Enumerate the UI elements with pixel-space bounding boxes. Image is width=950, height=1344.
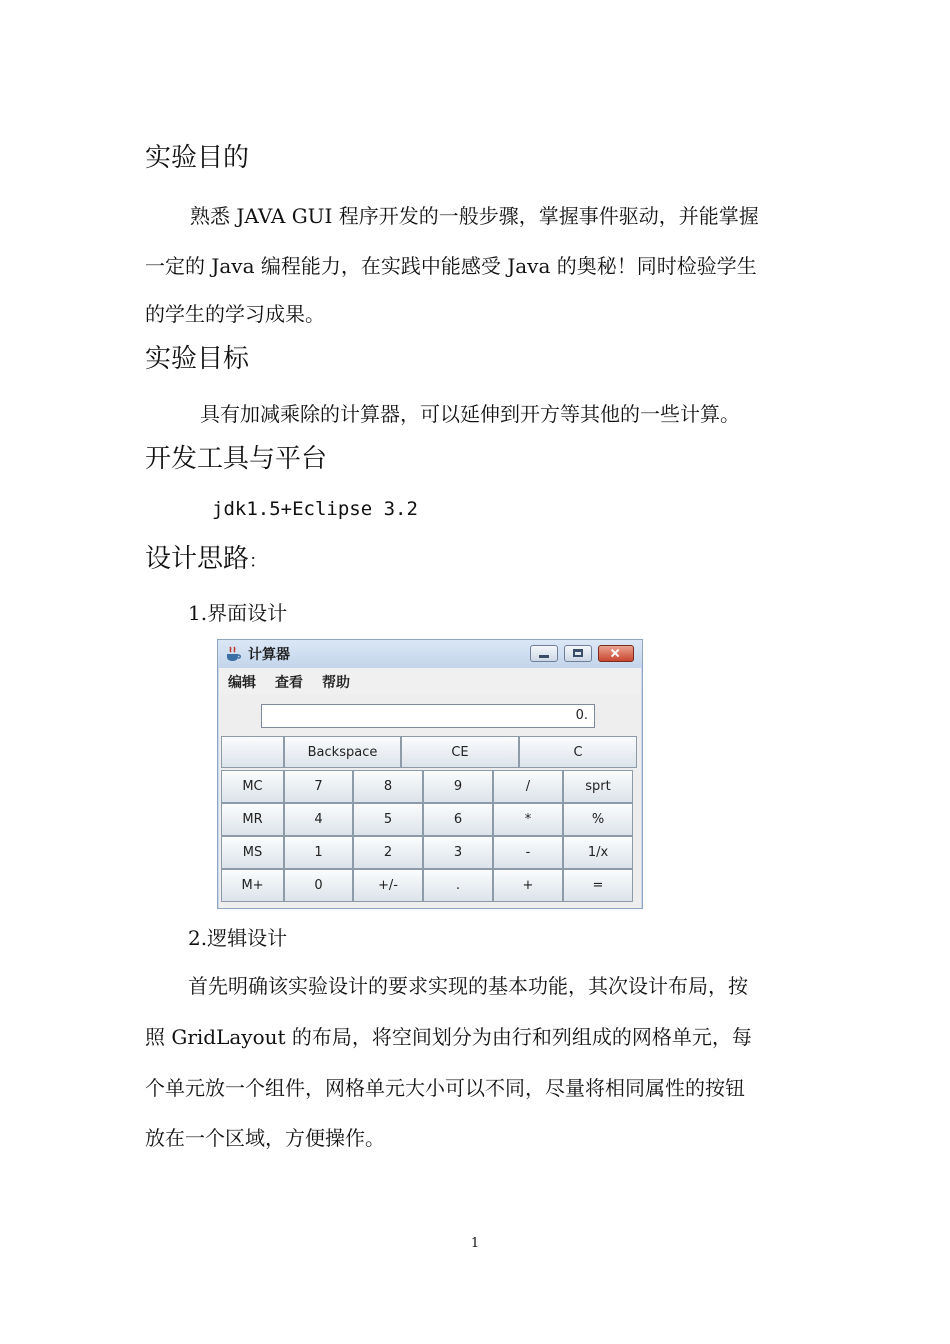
heading-design-colon: ： (249, 551, 268, 572)
two-button[interactable]: 2 (353, 836, 423, 869)
eight-button[interactable]: 8 (353, 770, 423, 803)
window-title: 计算器 (248, 647, 290, 663)
calculator-window (217, 639, 643, 909)
minimize-icon[interactable] (530, 645, 558, 662)
page-number: 1 (470, 1236, 480, 1251)
title-bar (218, 640, 642, 668)
heading-design-label: 设计思路 (145, 544, 250, 574)
heading-goal: 实验目标 (145, 344, 250, 374)
four-button[interactable]: 4 (284, 803, 353, 836)
menu-view[interactable]: 查看 (275, 675, 303, 691)
reciprocal-button[interactable]: 1/x (563, 836, 633, 869)
c-button[interactable]: C (519, 736, 637, 768)
sign-button[interactable]: +/- (353, 869, 423, 902)
ce-button[interactable]: CE (401, 736, 519, 768)
menu-help[interactable]: 帮助 (322, 675, 350, 691)
calculator-body (219, 694, 641, 908)
decimal-button[interactable]: . (423, 869, 493, 902)
three-button[interactable]: 3 (423, 836, 493, 869)
m-plus-button[interactable]: M+ (221, 869, 284, 902)
heading-purpose: 实验目的 (145, 143, 250, 173)
backspace-button[interactable]: Backspace (284, 736, 401, 768)
sqrt-button[interactable]: sprt (563, 770, 633, 803)
equals-button[interactable]: = (563, 869, 633, 902)
java-cup-icon (224, 645, 242, 663)
seven-button[interactable]: 7 (284, 770, 353, 803)
logic-line-4: 放在一个区域，方便操作。 (145, 1126, 385, 1150)
five-button[interactable]: 5 (353, 803, 423, 836)
close-icon[interactable] (598, 645, 634, 662)
nine-button[interactable]: 9 (423, 770, 493, 803)
divide-button[interactable]: / (493, 770, 563, 803)
menu-bar (219, 668, 641, 694)
six-button[interactable]: 6 (423, 803, 493, 836)
purpose-line-1: 熟悉 JAVA GUI 程序开发的一般步骤，掌握事件驱动，并能掌握 (190, 204, 759, 228)
purpose-line-3: 的学生的学习成果。 (145, 302, 325, 326)
ui-design-label: 1.界面设计 (188, 601, 288, 625)
heading-design (145, 538, 267, 575)
ms-button[interactable]: MS (221, 836, 284, 869)
logic-line-3: 个单元放一个组件，网格单元大小可以不同，尽量将相同属性的按钮 (145, 1076, 745, 1100)
plus-button[interactable]: + (493, 869, 563, 902)
goal-text: 具有加减乘除的计算器，可以延伸到开方等其他的一些计算。 (200, 402, 740, 426)
mr-button[interactable]: MR (221, 803, 284, 836)
menu-edit[interactable]: 编辑 (228, 675, 256, 691)
maximize-icon[interactable] (564, 645, 592, 662)
one-button[interactable]: 1 (284, 836, 353, 869)
percent-button[interactable]: % (563, 803, 633, 836)
multiply-button[interactable]: * (493, 803, 563, 836)
purpose-line-2: 一定的 Java 编程能力，在实践中能感受 Java 的奥秘！同时检验学生 (145, 254, 757, 278)
logic-line-2: 照 GridLayout 的布局，将空间划分为由行和列组成的网格单元，每 (145, 1025, 752, 1049)
zero-button[interactable]: 0 (284, 869, 353, 902)
logic-line-1: 首先明确该实验设计的要求实现的基本功能，其次设计布局，按 (188, 974, 748, 998)
logic-design-label: 2.逻辑设计 (188, 926, 288, 950)
tools-text: jdk1.5+Eclipse 3.2 (212, 498, 418, 520)
display-field[interactable]: 0. (261, 704, 595, 728)
heading-tools: 开发工具与平台 (145, 444, 328, 474)
blank-button[interactable] (221, 736, 284, 768)
minus-button[interactable]: - (493, 836, 563, 869)
mc-button[interactable]: MC (221, 770, 284, 803)
